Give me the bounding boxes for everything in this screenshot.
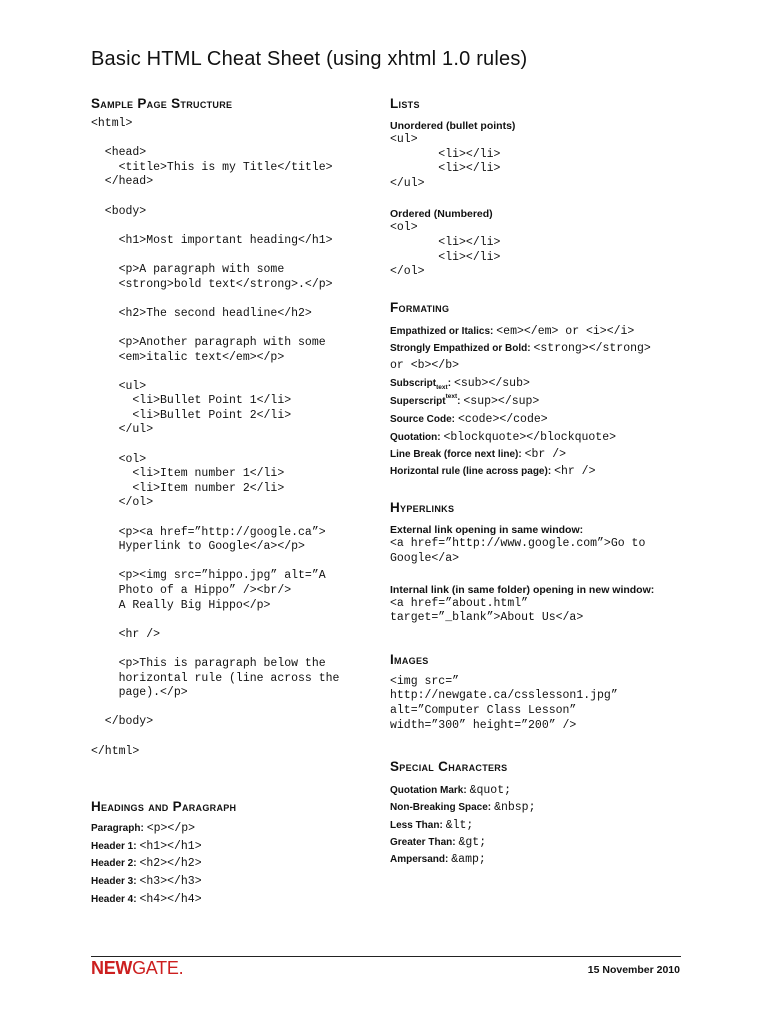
external-link-code: <a href=”http://www.google.com”>Go to Google</a>: [390, 537, 646, 566]
list-item: Non-Breaking Space: &nbsp;: [390, 801, 536, 815]
right-column: [390, 96, 690, 869]
list-item: or <b></b>: [390, 359, 460, 373]
list-item: Header 3: <h3></h3>: [91, 874, 202, 888]
lists-heading: Lists: [390, 96, 420, 111]
logo-bold: NEW: [91, 958, 133, 978]
list-item: Quotation: <blockquote></blockquote>: [390, 430, 616, 444]
list-item: Empathized or Italics: <em></em> or <i></i>: [390, 324, 635, 338]
footer-divider: [91, 956, 681, 957]
list-item: Paragraph: <p></p>: [91, 822, 196, 836]
special-characters-list: [390, 782, 690, 868]
newgate-logo: [91, 958, 183, 979]
footer-date: 15 November 2010: [587, 964, 680, 976]
logo-rest: GATE: [132, 958, 179, 978]
list-item: Subscript$_{text}$: <sub></sub>: [390, 376, 530, 391]
unordered-code: <ul> <li></li> <li></li> </ul>: [390, 133, 501, 190]
special-characters-heading: Special Characters: [390, 759, 508, 775]
sample-structure-code: <html> <head> <title>This is my Title</title> </head> <body> <h1>Most important heading</h1> <p>A paragraph with some <strong>bold text</strong>.</p> <h2>The second headline</h2> <p>Another paragraph with some <em>italic text</em></p> <ul> <li>Bullet Point 1</li> <li>Bullet Point 2</li> </ul> <ol> <li>Item number 1</li> <li>Item number 2</li> </ol> <p><a href=”http://google.ca”> Hyperlink to Google</a></p> <p><img src=”hippo.jpg” alt=”A Photo of a Hippo” /><br/> A Really Big Hippo</p> <hr /> <p>This is paragraph below the horizontal rule (line across the page).</p> </body> </html>: [91, 117, 340, 758]
page-title: Basic HTML Cheat Sheet (using xhtml 1.0 rules): [91, 48, 528, 70]
images-code: <img src=” http://newgate.ca/csslesson1.jpg” alt=”Computer Class Lesson” width=”300” height=”200” />: [390, 674, 618, 732]
internal-link-code: <a href=”about.html” target=”_blank”>About Us</a>: [390, 596, 584, 625]
external-link-label: External link opening in same window:: [390, 524, 584, 537]
images-heading: Images: [390, 651, 429, 667]
unordered-label: Unordered (bullet points): [390, 120, 516, 132]
hyperlinks-heading: Hyperlinks: [390, 500, 455, 516]
headings-heading: Headings and Paragraph: [91, 799, 237, 815]
logo-dot: .: [178, 958, 184, 978]
list-item: Line Break (force next line): <br />: [390, 447, 567, 461]
list-item: Header 1: <h1></h1>: [91, 839, 202, 853]
list-item: Header 4: <h4></h4>: [91, 892, 202, 906]
list-item: Strongly Empathized or Bold: <strong></strong>: [390, 342, 651, 356]
headings-list: [91, 820, 381, 908]
list-item: Quotation Mark: &quot;: [390, 784, 512, 798]
ordered-label: Ordered (Numbered): [390, 208, 493, 221]
list-item: Ampersand: &amp;: [390, 853, 486, 867]
list-item: Header 2: <h2></h2>: [91, 857, 202, 871]
internal-link-label: Internal link (in same folder) opening in new window:: [390, 583, 655, 596]
sample-structure-heading: Sample Page Structure: [91, 96, 233, 111]
list-item: Horizontal rule (line across page): <hr />: [390, 465, 596, 479]
ordered-code: <ol> <li></li> <li></li> </ol>: [390, 221, 501, 279]
list-item: Greater Than: &gt;: [390, 836, 487, 850]
left-column: [91, 96, 381, 908]
list-item: Less Than: &lt;: [390, 818, 474, 832]
formatting-list: [390, 323, 690, 481]
formatting-heading: Formating: [390, 299, 450, 315]
list-item: Superscript$^{text}$: <sup></sup>: [390, 392, 540, 408]
list-item: Source Code: <code></code>: [390, 413, 548, 427]
